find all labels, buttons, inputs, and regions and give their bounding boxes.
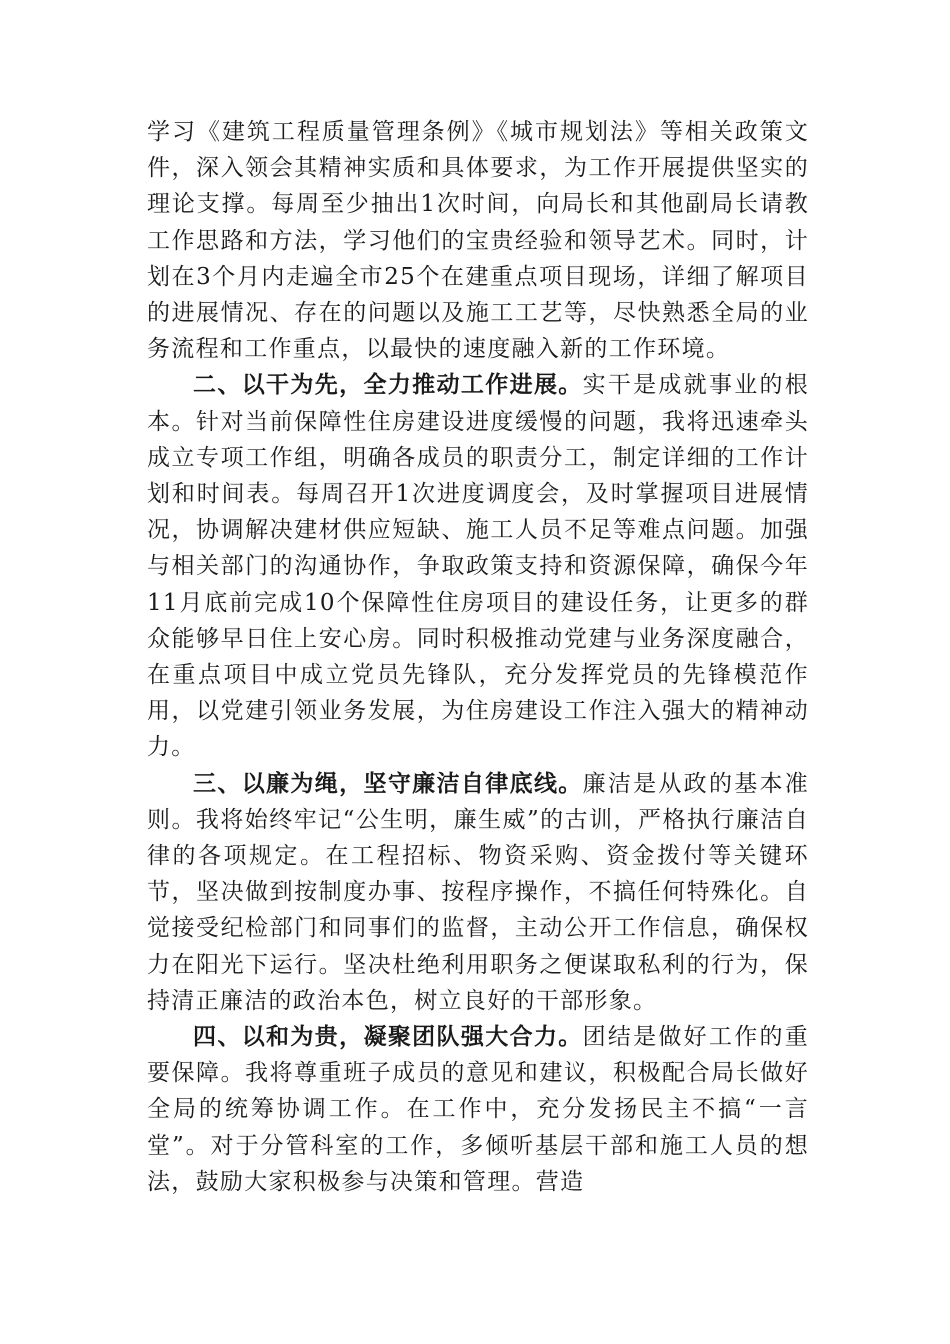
paragraph-section-3	[147, 766, 809, 1019]
section-heading: 四、以和为贵，凝聚团队强大合力。	[193, 1024, 583, 1051]
section-heading: 三、以廉为绳，坚守廉洁自律底线。	[193, 770, 583, 797]
paragraph-section-2	[147, 367, 809, 765]
paragraph-body: 学习《建筑工程质量管理条例》《城市规划法》等相关政策文件，深入领会其精神实质和具体要求，为工作开展提供坚实的理论支撑。每周至少抽出1次时间，向局长和其他副局长请教工作思路和方法，学习他们的宝贵经验和领导艺术。同时，计划在3个月内走遍全市25个在建重点项目现场，详细了解项目的进展情况、存在的问题以及施工工艺等，尽快熟悉全局的业务流程和工作重点，以最快的速度融入新的工作环境。	[147, 119, 809, 363]
paragraph-body: 实干是成就事业的根本。针对当前保障性住房建设进度缓慢的问题，我将迅速牵头成立专项工作组，明确各成员的职责分工，制定详细的工作计划和时间表。每周召开1次进度调度会，及时掌握项目进展情况，协调解决建材供应短缺、施工人员不足等难点问题。加强与相关部门的沟通协作，争取政策支持和资源保障，确保今年11月底前完成10个保障性住房项目的建设任务，让更多的群众能够早日住上安心房。同时积极推动党建与业务深度融合，在重点项目中成立党员先锋队，充分发挥党员的先锋模范作用，以党建引领业务发展，为住房建设工作注入强大的精神动力。	[147, 372, 810, 761]
section-heading: 二、以干为先，全力推动工作进展。	[193, 372, 583, 399]
paragraph-body: 团结是做好工作的重要保障。我将尊重班子成员的意见和建议，积极配合局长做好全局的统筹协调工作。在工作中，充分发扬民主不搞“一言堂”。对于分管科室的工作，多倾听基层干部和施工人员的想法，鼓励大家积极参与决策和管理。营造	[147, 1024, 810, 1195]
paragraph-section-4	[147, 1019, 809, 1200]
document-page	[147, 114, 809, 1200]
paragraph-continuation	[147, 114, 809, 367]
paragraph-body: 廉洁是从政的基本准则。我将始终牢记“公生明，廉生威”的古训，严格执行廉洁自律的各项规定。在工程招标、物资采购、资金拨付等关键环节，坚决做到按制度办事、按程序操作，不搞任何特殊化。自觉接受纪检部门和同事们的监督，主动公开工作信息，确保权力在阳光下运行。坚决杜绝利用职务之便谋取私利的行为，保持清正廉洁的政治本色，树立良好的干部形象。	[147, 770, 810, 1014]
